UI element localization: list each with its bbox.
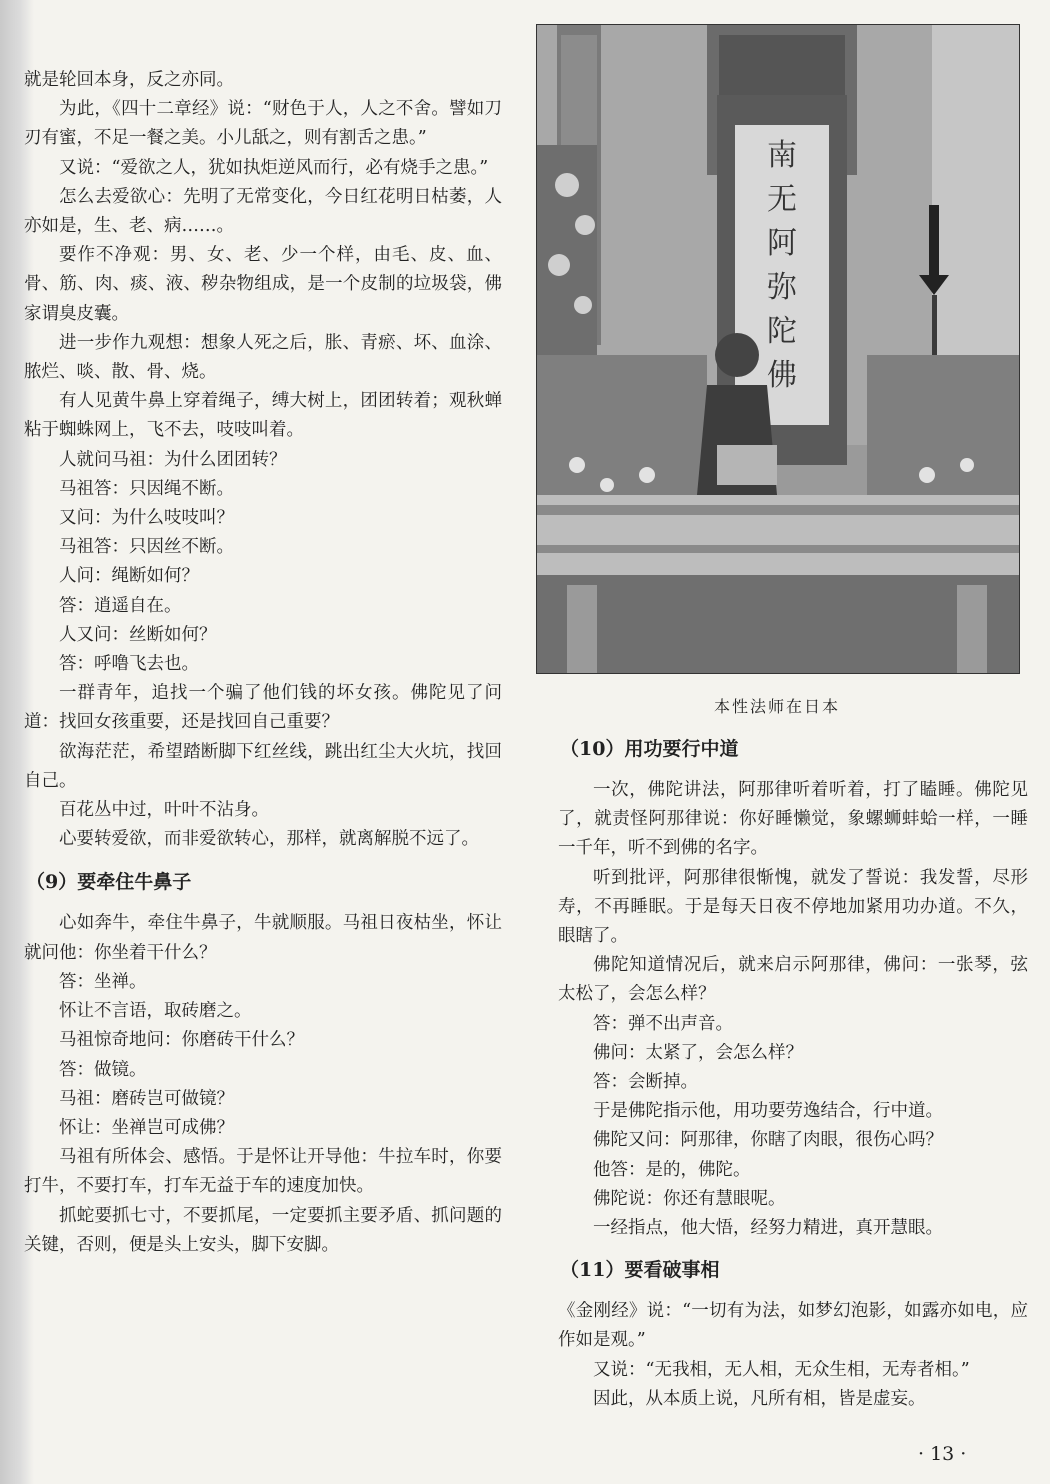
- scroll-character: 阿: [767, 226, 797, 261]
- paragraph: 人就问马祖：为什么团团转？: [59, 449, 287, 470]
- paragraph: 听到批评，阿那律很惭愧，就发了誓说：我发誓，尽形寿，不再睡眠。于是每天日夜不停地加紧用功办道。不久，眼瞎了。: [558, 867, 1028, 947]
- section-heading-11: （11）要看破事相: [560, 1259, 720, 1282]
- scroll-character: 弥: [767, 270, 797, 305]
- paragraph: 欲海茫茫，希望踏断脚下红丝线，跳出红尘大火坑，找回自己。: [24, 741, 502, 791]
- paragraph: 进一步作九观想：想象人死之后，胀、青瘀、坏、血涂、脓烂、啖、散、骨、烧。: [24, 332, 502, 383]
- paragraph: 怎么去爱欲心：先明了无常变化，今日红花明日枯萎，人亦如是，生、老、病……。: [24, 186, 502, 237]
- paragraph: 又说：“爱欲之人，犹如执炬逆风而行，必有烧手之患。”: [59, 157, 489, 178]
- paragraph: 就是轮回本身，反之亦同。: [24, 70, 234, 90]
- paragraph: 一经指点，他大悟，经努力精进，真开慧眼。: [593, 1218, 943, 1239]
- paragraph: 又说：“无我相，无人相，无众生相，无寿者相。”: [593, 1359, 970, 1380]
- paragraph: 答：逍遥自在。: [59, 595, 182, 616]
- paragraph: 马祖答：只因绳不断。: [59, 478, 234, 499]
- paragraph: 一次，佛陀讲法，阿那律听着听着，打了瞌睡。佛陀见了，就责怪阿那律说：你好睡懒觉，象螺蛳蚌蛤一样，一睡一千年，听不到佛的名字。: [558, 780, 1028, 859]
- paragraph: 马祖惊奇地问：你磨砖干什么？: [59, 1030, 304, 1051]
- paragraph: 马祖有所体会、感悟。于是怀让开导他：牛拉车时，你要打牛，不要打车，打车无益于车的速度加快。: [24, 1147, 502, 1197]
- scroll-character: 陀: [767, 314, 797, 349]
- paragraph: 马祖答：只因丝不断。: [59, 537, 234, 558]
- paragraph: 一群青年，追找一个骗了他们钱的坏女孩。佛陀见了问道：找回女孩重要，还是找回自己重要？: [24, 683, 502, 733]
- paragraph: 为此，《四十二章经》说：“财色于人，人之不舍。譬如刀刃有蜜，不足一餐之美。小儿舐之，则有割舌之患。”: [24, 99, 502, 149]
- paragraph: 有人见黄牛鼻上穿着绳子，缚大树上，团团转着；观秋蝉粘于蜘蛛网上，飞不去，吱吱叫着。: [24, 391, 502, 441]
- paragraph: 要作不净观：男、女、老、少一个样，由毛、皮、血、骨、筋、肉、痰、液、秽杂物组成，是一个皮制的垃圾袋，佛家谓臭皮囊。: [24, 245, 502, 324]
- paragraph: 佛问：太紧了，会怎么样？: [593, 1042, 803, 1063]
- paragraph: 答：会断掉。: [593, 1072, 698, 1093]
- paragraph: 怀让不言语，取砖磨之。: [59, 1001, 252, 1022]
- paragraph: 佛陀又问：阿那律，你瞎了肉眼，很伤心吗？: [593, 1130, 943, 1151]
- scroll-character: 南: [767, 138, 797, 173]
- paragraph: 怀让：坐禅岂可成佛？: [59, 1117, 234, 1138]
- paragraph: 他答：是的，佛陀。: [593, 1159, 751, 1180]
- paragraph: 百花丛中过，叶叶不沾身。: [59, 800, 269, 821]
- paragraph: 人问：绳断如何？: [59, 566, 199, 587]
- paragraph: 答：坐禅。: [59, 971, 147, 992]
- paragraph: 答：呼噜飞去也。: [59, 654, 199, 675]
- paragraph: 人又问：丝断如何？: [59, 624, 217, 645]
- paragraph: 心如奔牛，牵住牛鼻子，牛就顺服。马祖日夜枯坐，怀让就问他：你坐着干什么？: [24, 913, 502, 963]
- paragraph: 《金刚经》说：“一切有为法，如梦幻泡影，如露亦如电，应作如是观。”: [558, 1301, 1028, 1351]
- right-column: [558, 736, 1028, 1414]
- paragraph: 佛陀说：你还有慧眼呢。: [593, 1188, 786, 1209]
- scroll-character: 无: [767, 182, 797, 217]
- paragraph: 抓蛇要抓七寸，不要抓尾，一定要抓主要矛盾、抓问题的关键，否则，便是头上安头，脚下安脚。: [24, 1205, 502, 1255]
- paragraph: 心要转爱欲，而非爱欲转心，那样，就离解脱不远了。: [59, 829, 479, 850]
- left-column: [24, 66, 502, 1260]
- photo-caption: 本性法师在日本: [713, 697, 840, 716]
- paragraph: 答：弹不出声音。: [593, 1013, 733, 1034]
- section-heading-9: （9）要牵住牛鼻子: [26, 871, 192, 894]
- paragraph: 马祖：磨砖岂可做镜？: [59, 1088, 234, 1109]
- paragraph: 又问：为什么吱吱叫？: [59, 508, 234, 529]
- paragraph: 于是佛陀指示他，用功要劳逸结合，行中道。: [593, 1101, 943, 1122]
- temple-photo: [536, 24, 1020, 674]
- scroll-character: 佛: [767, 358, 797, 393]
- page-number: · 13 ·: [918, 1443, 967, 1465]
- paragraph: 因此，从本质上说，凡所有相，皆是虚妄。: [593, 1388, 926, 1409]
- section-heading-10: （10）用功要行中道: [560, 738, 739, 760]
- paragraph: 答：做镜。: [59, 1059, 147, 1080]
- paragraph: 佛陀知道情况后，就来启示阿那律，佛问：一张琴，弦太松了，会怎么样？: [558, 955, 1028, 1005]
